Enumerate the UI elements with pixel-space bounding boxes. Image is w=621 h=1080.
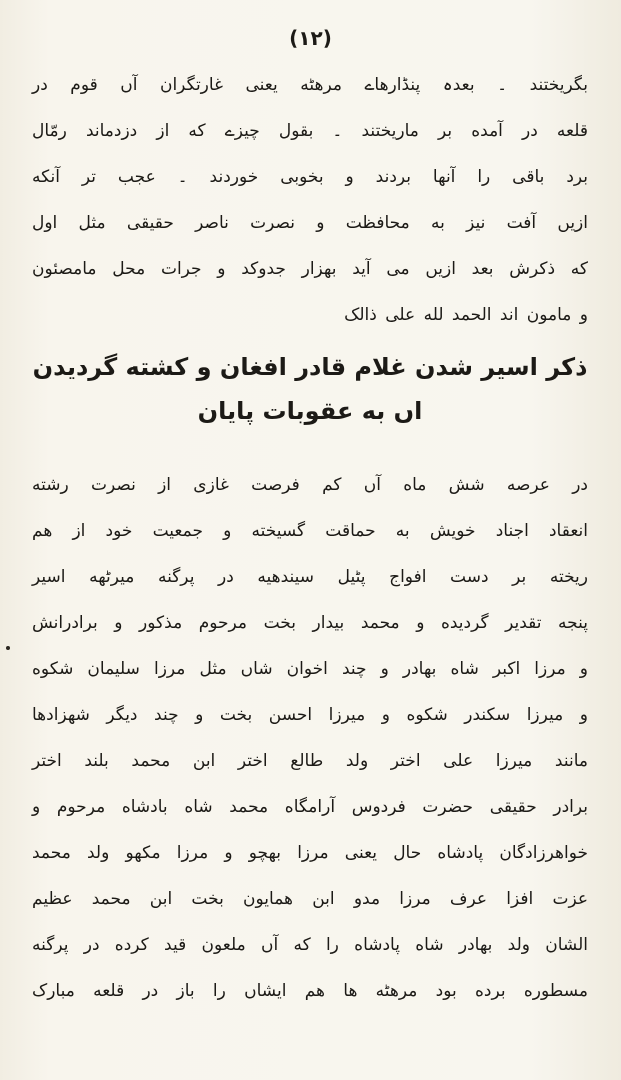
text-line: برادر حقیقی حضرت فردوس آرامگاه محمد شاه بادشاه مرحوم و [32,797,588,817]
text-line: الشان ولد بهادر شاه پادشاه را که آں ملعون قید کرده در پرگنه [32,935,588,955]
text-line: ازیں آفت نیز به محافظت و نصرت ناصر حقیقی مثل اول [32,213,588,233]
text-line: و میرزا سکندر شکوه و میرزا احسن بخت و چند دیگر شهزادها [32,705,588,725]
ink-speck [6,646,10,650]
text-line: در عرصه شش ماه آں کم فرصت غازی از نصرت رشته [32,475,588,495]
text-line: که ذکرش بعد ازیں می آید بهزار جدوکد و جرات محل مامصئون [32,259,588,279]
text-line: خواهرزادگان پادشاه حال یعنی مرزا بهچو و مرزا مکهو ولد محمد [32,843,588,863]
paragraph-main [32,462,588,1014]
text-line: مسطوره برده بود مرهٹه ها هم ایشاں را باز در قلعه مبارک [32,981,588,1001]
text-line: پنجه تقدیر گردیده و محمد بیدار بخت مرحوم مذکور و برادرانش [32,613,588,633]
heading-line-2: اں به عقوبات پایان [197,397,423,425]
text-line: ریخته بر دست افواج پٹیل سیندهیه در پرگنه میرٹهه اسیر [32,567,588,587]
text-line: انعقاد اجناد خویش به حماقت گسیخته و جمعیت خود از هم [32,521,588,541]
text-line: مانند میرزا علی اختر ولد طالع اختر ابن محمد بلند اختر [32,751,588,771]
section-heading [32,345,588,433]
text-line: عزت افزا عرف مرزا مدو ابن همایون بخت ابن محمد عظیم [32,889,588,909]
page-number: (۱۲) [289,26,332,50]
heading-line-1: ذکر اسیر شدن غلام قادر افغان و کشته گردیدن [32,353,588,381]
text-line: قلعه در آمده بر ماریختند ۔ بقول چیزے که از دزدماند رمّال [32,121,588,141]
paragraph-top [32,62,588,338]
text-line: برد باقی را آنها بردند و بخوبی خوردند ۔ عجب تر آنکه [32,167,588,187]
text-line: و مامون اند الحمد لله علی ذالک [344,305,588,325]
text-line: بگریختند ۔ بعدہ پنڈارهاے مرهٹه یعنی غارتگران آں قوم در [32,75,588,95]
text-line: و مرزا اکبر شاه بهادر و چند اخوان شاں مثل مرزا سلیمان شکوه [32,659,588,679]
